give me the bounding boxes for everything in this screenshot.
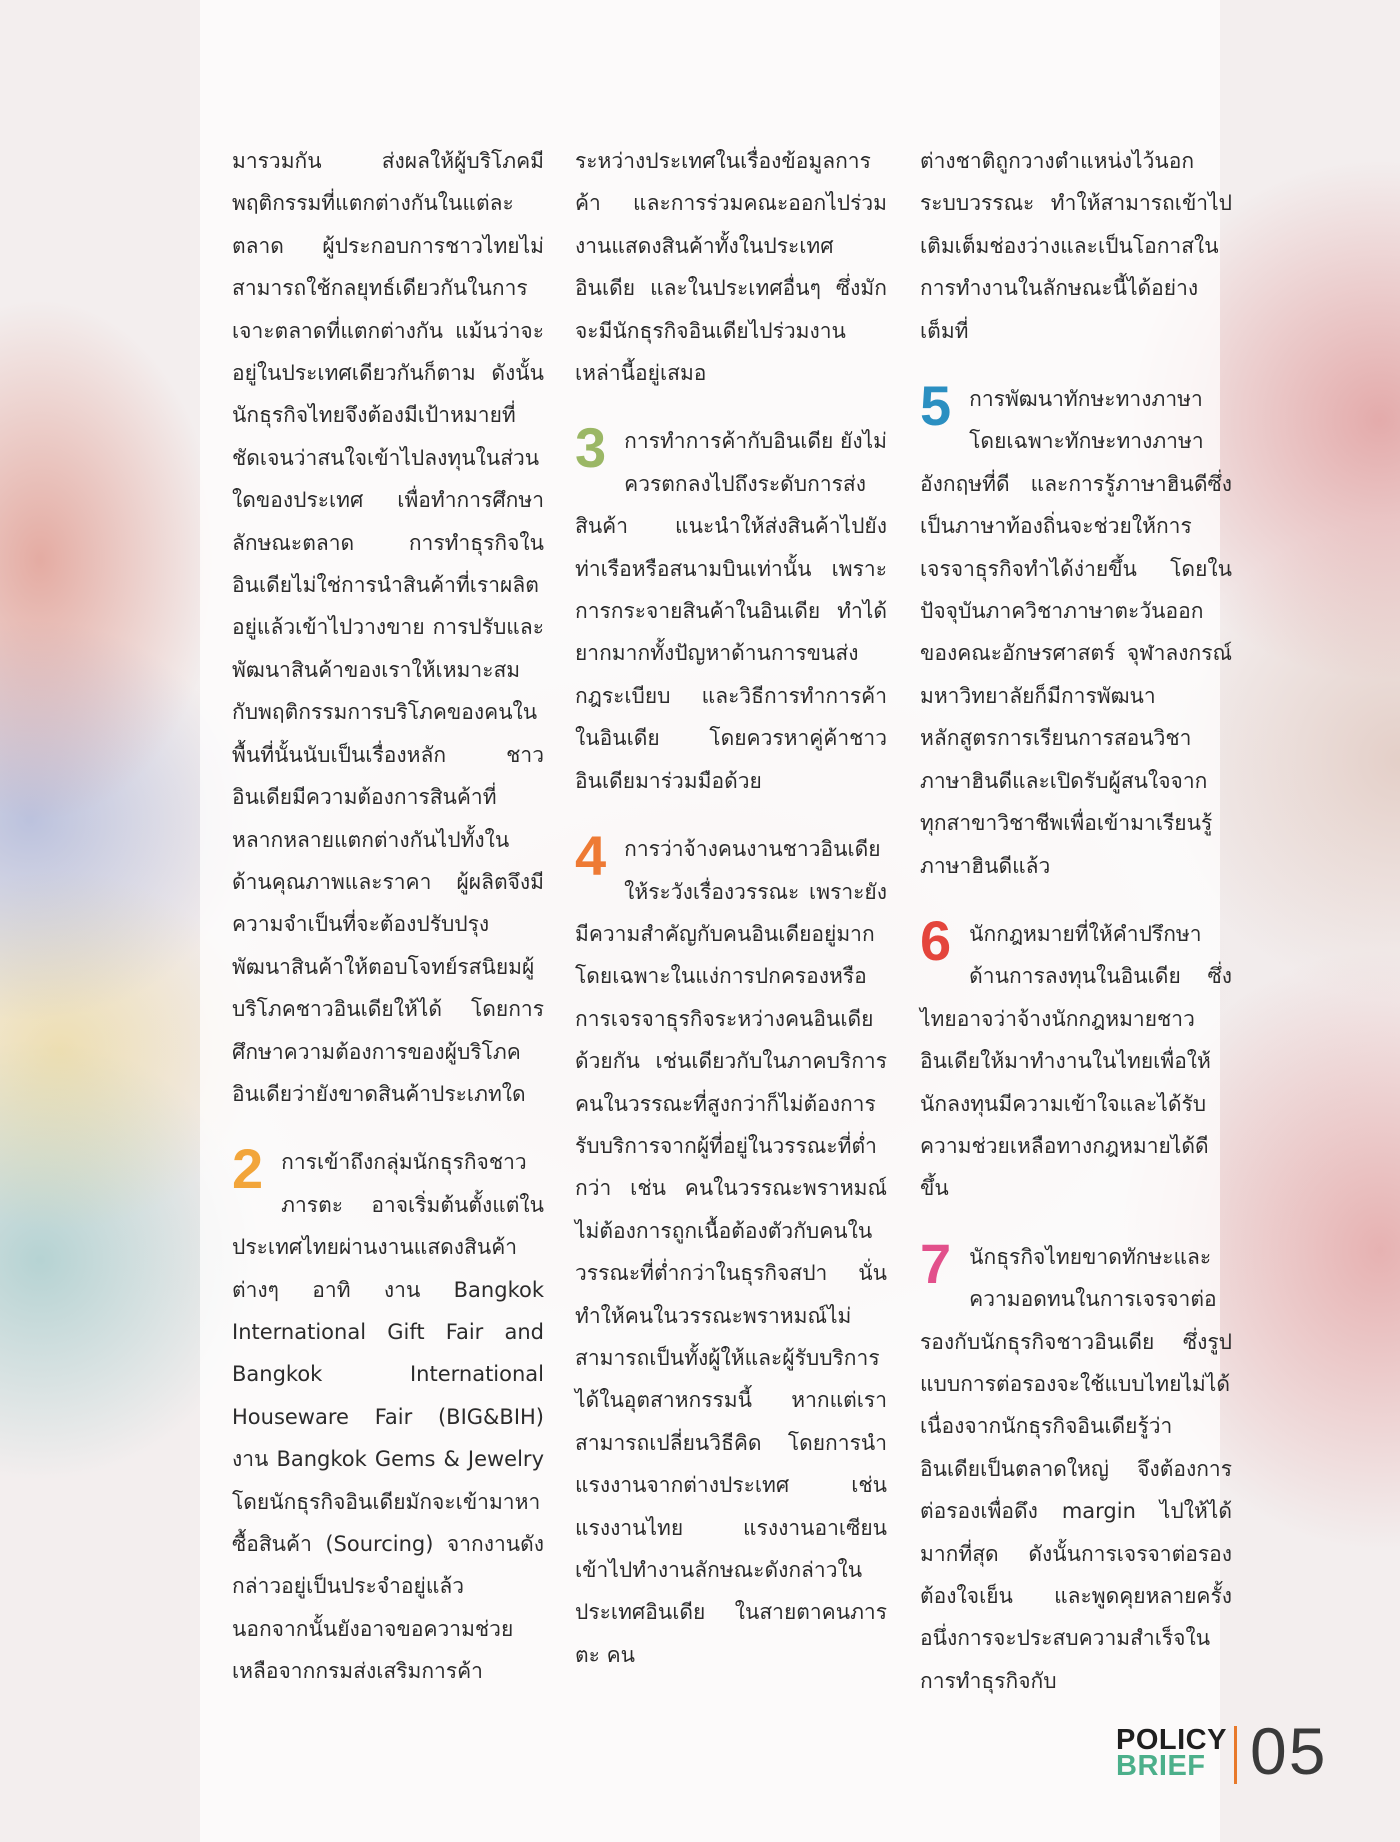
item-number-4: 4	[575, 824, 607, 888]
item-text-3: การทำการค้ากับอินเดีย ยังไม่ควรตกลงไปถึงระดับการส่งสินค้า แนะนำให้ส่งสินค้าไปยังท่าเรือหรือสนามบินเท่านั้น เพราะการกระจายสินค้าในอินเดีย ทำได้ยากมากทั้งปัญหาด้านการขนส่ง กฎระเบียบ และวิธีการทำการค้าในอินเดีย โดยควรหาคู่ค้าชาวอินเดียมาร่วมมือด้วย	[575, 429, 887, 793]
numbered-item-3	[575, 416, 887, 802]
text-column-3	[920, 140, 1232, 1702]
footer-divider	[1234, 1726, 1237, 1784]
numbered-item-2	[232, 1137, 544, 1692]
numbered-item-5	[920, 374, 1232, 887]
item-text-6: นักกฎหมายที่ให้คำปรึกษาด้านการลงทุนในอินเดีย ซึ่งไทยอาจว่าจ้างนักกฎหมายชาวอินเดียให้มาทำงานในไทยเพื่อให้นักลงทุนมีความเข้าใจและได้รับความช่วยเหลือทางกฎหมายได้ดีขึ้น	[920, 921, 1232, 1201]
numbered-item-4	[575, 824, 887, 1676]
item-text-4: การว่าจ้างคนงานชาวอินเดีย ให้ระวังเรื่องวรรณะ เพราะยังมีความสำคัญกับคนอินเดียอยู่มาก โดยเฉพาะในแง่การปกครองหรือการเจรจาธุรกิจระหว่างคนอินเดียด้วยกัน เช่นเดียวกับในภาคบริการ คนในวรรณะที่สูงกว่าก็ไม่ต้องการรับบริการจากผู้ที่อยู่ในวรรณะที่ต่ำกว่า เช่น คนในวรรณะพราหมณ์ไม่ต้องการถูกเนื้อต้องตัวกับคนในวรรณะที่ต่ำกว่าในธุรกิจสปา นั่นทำให้คนในวรรณะพราหมณ์ไม่สามารถเป็นทั้งผู้ให้และผู้รับบริการได้ในอุตสาหกรรมนี้ หากแต่เราสามารถเปลี่ยนวิธีคิด โดยการนำแรงงานจากต่างประเทศ เช่น แรงงานไทย แรงงานอาเซียน เข้าไปทำงานลักษณะดังกล่าวในประเทศอินเดีย ในสายตาคนภารตะ คน	[575, 837, 887, 1667]
numbered-item-6	[920, 908, 1232, 1210]
page-number: 05	[1250, 1714, 1328, 1788]
brand-policy-wordmark: POLICY	[1116, 1724, 1227, 1756]
item-number-6: 6	[920, 908, 952, 972]
paragraph-intro-2: ระหว่างประเทศในเรื่องข้อมูลการค้า และการร่วมคณะออกไปร่วมงานแสดงสินค้าทั้งในประเทศอินเดีย และในประเทศอื่นๆ ซึ่งมักจะมีนักธุรกิจอินเดียไปร่วมงานเหล่านี้อยู่เสมอ	[575, 149, 887, 386]
paragraph-intro-3: ต่างชาติถูกวางตำแหน่งไว้นอกระบบวรรณะ ทำให้สามารถเข้าไปเติมเต็มช่องว่างและเป็นโอกาสในการทำงานในลักษณะนี้ได้อย่างเต็มที่	[920, 149, 1232, 343]
page-footer	[1116, 1714, 1356, 1788]
paragraph-intro-1: มารวมกัน ส่งผลให้ผู้บริโภคมีพฤติกรรมที่แตกต่างกันในแต่ละตลาด ผู้ประกอบการชาวไทยไม่สามารถใช้กลยุทธ์เดียวกันในการเจาะตลาดที่แตกต่างกัน แม้นว่าจะอยู่ในประเทศเดียวกันก็ตาม ดังนั้น นักธุรกิจไทยจึงต้องมีเป้าหมายที่ชัดเจนว่าสนใจเข้าไปลงทุนในส่วนใดของประเทศ เพื่อทำการศึกษาลักษณะตลาด การทำธุรกิจในอินเดียไม่ใช่การนำสินค้าที่เราผลิตอยู่แล้วเข้าไปวางขาย การปรับและพัฒนาสินค้าของเราให้เหมาะสมกับพฤติกรรมการบริโภคของคนในพื้นที่นั้นนับเป็นเรื่องหลัก ชาวอินเดียมีความต้องการสินค้าที่หลากหลายแตกต่างกันไปทั้งในด้านคุณภาพและราคา ผู้ผลิตจึงมีความจำเป็นที่จะต้องปรับปรุงพัฒนาสินค้าให้ตอบโจทย์รสนิยมผู้บริโภคชาวอินเดียให้ได้ โดยการศึกษาความต้องการของผู้บริโภคอินเดียว่ายังขาดสินค้าประเภทใด	[232, 149, 544, 1106]
numbered-item-7	[920, 1231, 1232, 1702]
item-number-3: 3	[575, 416, 607, 480]
text-column-2	[575, 140, 887, 1676]
item-number-2: 2	[232, 1137, 264, 1201]
item-text-2: การเข้าถึงกลุ่มนักธุรกิจชาวภารตะ อาจเริ่มต้นตั้งแต่ในประเทศไทยผ่านงานแสดงสินค้าต่างๆ อาทิ งาน Bangkok International Gift Fair and Bangkok International Houseware Fair (BIG&BIH) งาน Bangkok Gems & Jewelry โดยนักธุรกิจอินเดียมักจะเข้ามาหาซื้อสินค้า (Sourcing) จากงานดังกล่าวอยู่เป็นประจำอยู่แล้ว นอกจากนั้นยังอาจขอความช่วยเหลือจากกรมส่งเสริมการค้า	[232, 1150, 544, 1684]
item-text-5: การพัฒนาทักษะทางภาษาโดยเฉพาะทักษะทางภาษาอังกฤษที่ดี และการรู้ภาษาฮินดีซึ่งเป็นภาษาท้องถิ่นจะช่วยให้การเจรจาธุรกิจทำได้ง่ายขึ้น โดยในปัจจุบันภาควิชาภาษาตะวันออก ของคณะอักษรศาสตร์ จุฬาลงกรณ์มหาวิทยาลัยก็มีการพัฒนาหลักสูตรการเรียนการสอนวิชาภาษาฮินดีและเปิดรับผู้สนใจจากทุกสาขาวิชาชีพเพื่อเข้ามาเรียนรู้ภาษาฮินดีแล้ว	[920, 387, 1232, 878]
brand-brief-wordmark: BRIEF	[1116, 1750, 1206, 1782]
item-text-7: นักธุรกิจไทยขาดทักษะและความอดทนในการเจรจาต่อรองกับนักธุรกิจชาวอินเดีย ซึ่งรูปแบบการต่อรองจะใช้แบบไทยไม่ได้ เนื่องจากนักธุรกิจอินเดียรู้ว่าอินเดียเป็นตลาดใหญ่ จึงต้องการต่อรองเพื่อดึง margin ไปให้ได้มากที่สุด ดังนั้นการเจรจาต่อรองต้องใจเย็น และพูดคุยหลายครั้ง อนึ่งการจะประสบความสำเร็จในการทำธุรกิจกับ	[920, 1244, 1232, 1693]
text-column-1	[232, 140, 544, 1693]
item-number-7: 7	[920, 1231, 952, 1295]
item-number-5: 5	[920, 374, 952, 438]
